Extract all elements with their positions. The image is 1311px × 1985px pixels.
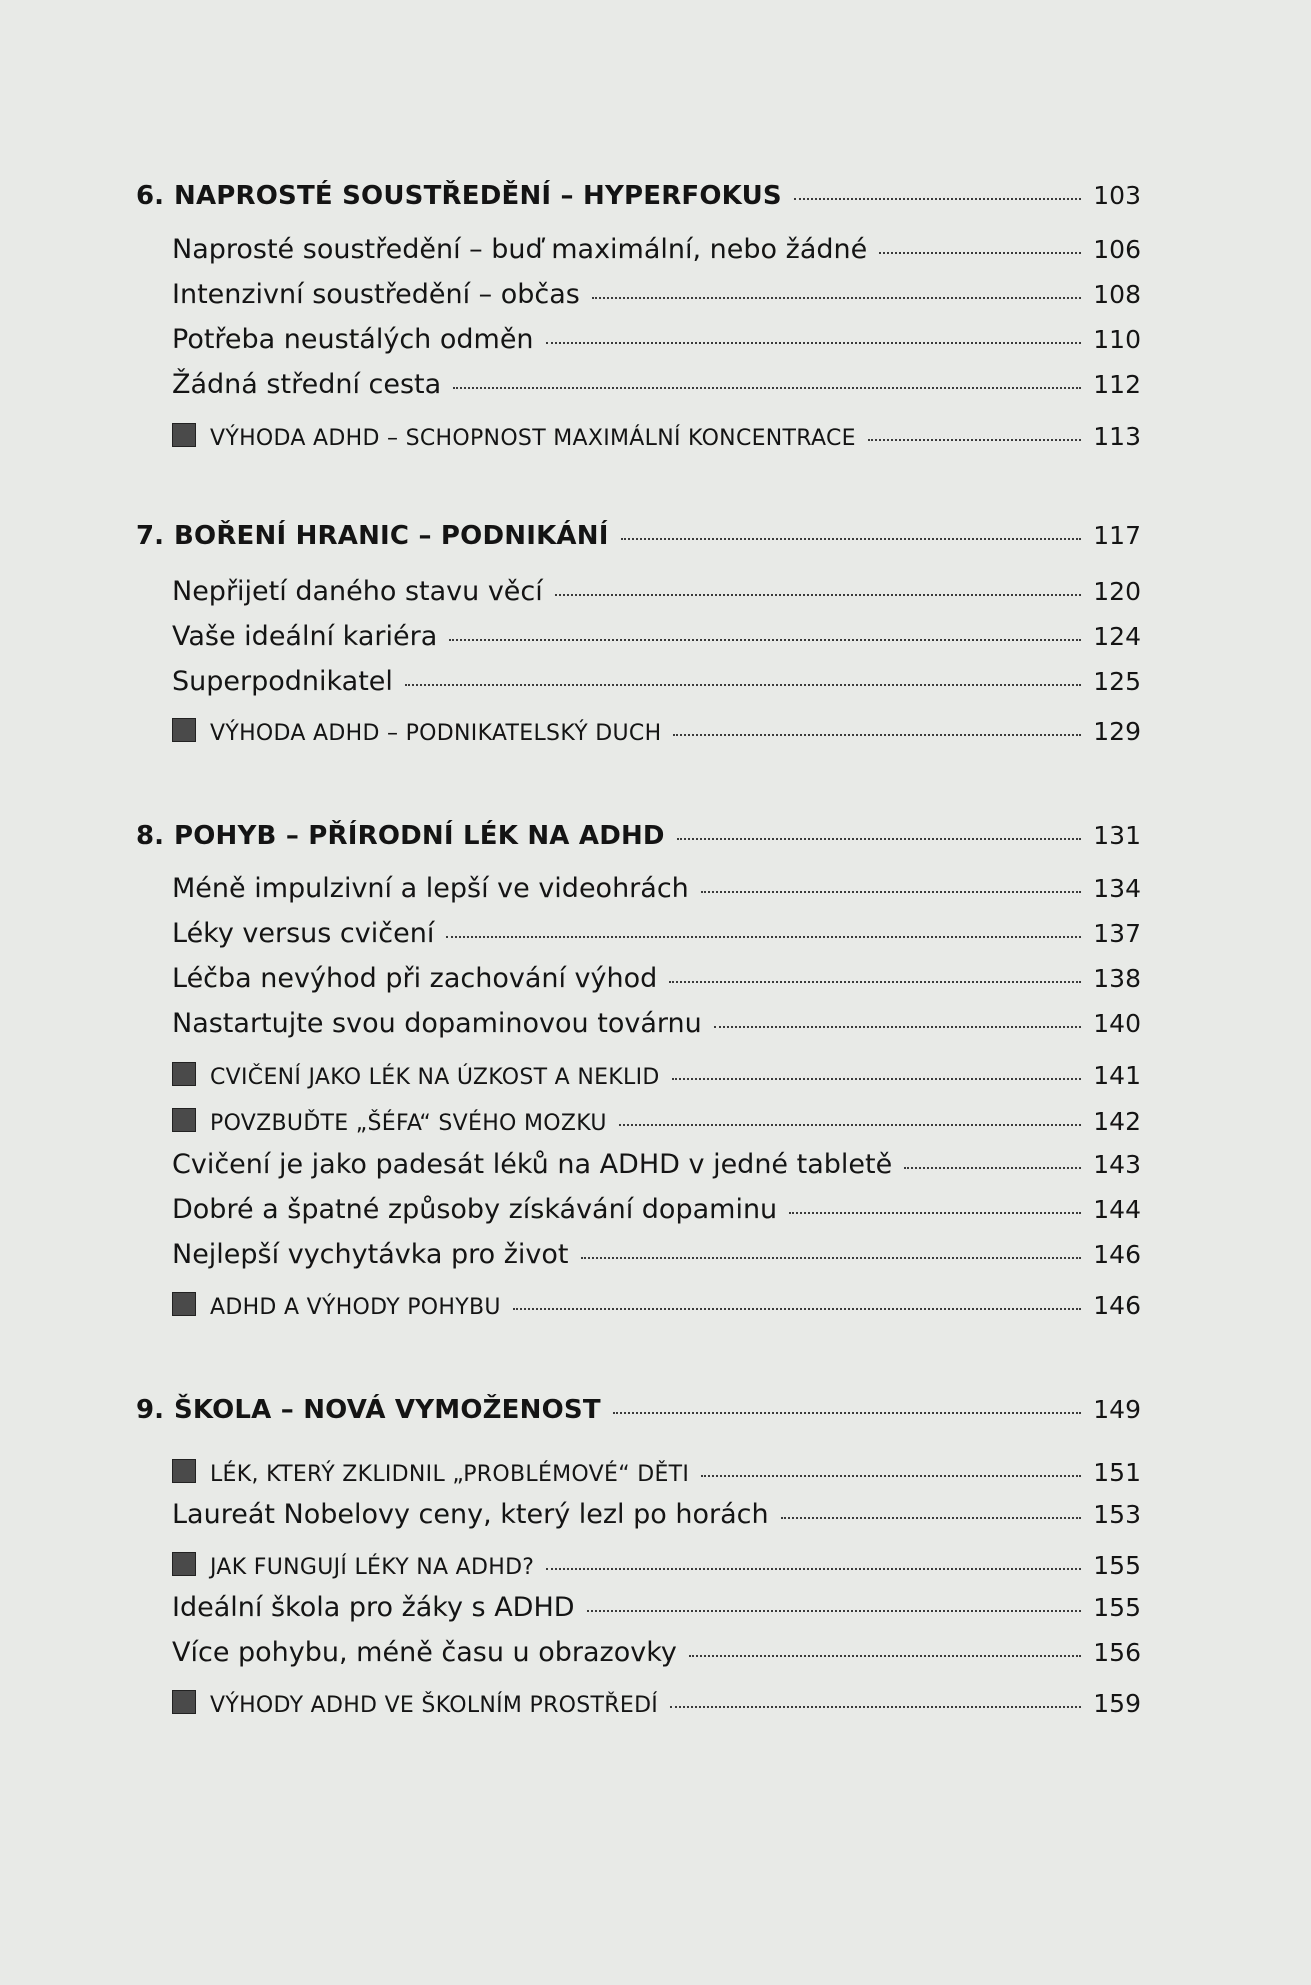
entry-title: ADHD A VÝHODY POHYBU bbox=[210, 1295, 501, 1320]
square-bullet-icon bbox=[172, 1062, 196, 1086]
chapter-number: 8. bbox=[136, 821, 164, 851]
entry-title: Cvičení je jako padesát léků na ADHD v jedné tabletě bbox=[172, 1149, 893, 1180]
dot-leader bbox=[701, 1475, 1081, 1477]
square-bullet-icon bbox=[172, 1108, 196, 1132]
page-number: 137 bbox=[1093, 919, 1141, 948]
toc-entry bbox=[0, 621, 1311, 652]
page-number: 120 bbox=[1093, 577, 1141, 606]
chapter-title: ŠKOLA – NOVÁ VYMOŽENOST bbox=[174, 1395, 601, 1425]
toc-boxed-entry bbox=[0, 421, 1311, 451]
page-number: 124 bbox=[1093, 622, 1141, 651]
entry-title: Ideální škola pro žáky s ADHD bbox=[172, 1592, 575, 1623]
toc-entry bbox=[0, 1239, 1311, 1270]
dot-leader bbox=[555, 594, 1082, 596]
entry-title: Vaše ideální kariéra bbox=[172, 621, 438, 652]
page-number: 108 bbox=[1093, 280, 1141, 309]
dot-leader bbox=[546, 342, 1082, 344]
dot-leader bbox=[592, 297, 1081, 299]
entry-title: VÝHODA ADHD – SCHOPNOST MAXIMÁLNÍ KONCENTRACE bbox=[210, 426, 856, 451]
toc-entry bbox=[0, 873, 1311, 904]
dot-leader bbox=[672, 1078, 1082, 1080]
entry-title: Dobré a špatné způsoby získávání dopaminu bbox=[172, 1194, 778, 1225]
entry-title: Léčba nevýhod při zachování výhod bbox=[172, 963, 658, 994]
dot-leader bbox=[670, 1706, 1081, 1708]
toc-entry bbox=[0, 1499, 1311, 1530]
page-number: 159 bbox=[1093, 1689, 1141, 1718]
dot-leader bbox=[879, 252, 1081, 254]
entry-title: Více pohybu, méně času u obrazovky bbox=[172, 1637, 677, 1668]
toc-boxed-entry bbox=[0, 1550, 1311, 1580]
page-number: 153 bbox=[1093, 1500, 1141, 1529]
page-number: 112 bbox=[1093, 370, 1141, 399]
page-number: 103 bbox=[1093, 181, 1141, 210]
page-number: 143 bbox=[1093, 1150, 1141, 1179]
chapter-heading bbox=[0, 821, 1311, 851]
page-number: 131 bbox=[1093, 821, 1141, 850]
dot-leader bbox=[513, 1308, 1081, 1310]
dot-leader bbox=[446, 936, 1081, 938]
page-number: 125 bbox=[1093, 667, 1141, 696]
toc-boxed-entry bbox=[0, 1290, 1311, 1320]
entry-title: Nastartujte svou dopaminovou továrnu bbox=[172, 1008, 702, 1039]
dot-leader bbox=[673, 734, 1081, 736]
toc-entry bbox=[0, 324, 1311, 355]
toc-entry bbox=[0, 576, 1311, 607]
page-number: 140 bbox=[1093, 1009, 1141, 1038]
dot-leader bbox=[581, 1257, 1082, 1259]
entry-title: JAK FUNGUJÍ LÉKY NA ADHD? bbox=[210, 1555, 535, 1580]
page-number: 149 bbox=[1093, 1395, 1141, 1424]
toc-entry bbox=[0, 1149, 1311, 1180]
page-number: 151 bbox=[1093, 1458, 1141, 1487]
page-number: 142 bbox=[1093, 1107, 1141, 1136]
page-number: 155 bbox=[1093, 1593, 1141, 1622]
page-number: 138 bbox=[1093, 964, 1141, 993]
page-number: 144 bbox=[1093, 1195, 1141, 1224]
toc-entry bbox=[0, 1592, 1311, 1623]
toc-boxed-entry bbox=[0, 1457, 1311, 1487]
entry-title: VÝHODA ADHD – PODNIKATELSKÝ DUCH bbox=[210, 721, 662, 746]
chapter-heading bbox=[0, 181, 1311, 211]
dot-leader bbox=[794, 198, 1081, 200]
toc-entry bbox=[0, 1637, 1311, 1668]
toc-entry bbox=[0, 369, 1311, 400]
toc-entry bbox=[0, 234, 1311, 265]
page-number: 129 bbox=[1093, 717, 1141, 746]
square-bullet-icon bbox=[172, 1690, 196, 1714]
toc-boxed-entry bbox=[0, 1106, 1311, 1136]
entry-title: POVZBUĎTE „ŠÉFA“ SVÉHO MOZKU bbox=[210, 1111, 607, 1136]
chapter-title: POHYB – PŘÍRODNÍ LÉK NA ADHD bbox=[174, 821, 665, 851]
dot-leader bbox=[619, 1124, 1082, 1126]
dot-leader bbox=[449, 639, 1081, 641]
square-bullet-icon bbox=[172, 423, 196, 447]
square-bullet-icon bbox=[172, 1459, 196, 1483]
chapter-number: 6. bbox=[136, 181, 164, 211]
toc-entry bbox=[0, 918, 1311, 949]
toc-entry bbox=[0, 1194, 1311, 1225]
dot-leader bbox=[453, 387, 1081, 389]
dot-leader bbox=[405, 684, 1081, 686]
toc-entry bbox=[0, 1008, 1311, 1039]
entry-title: Naprosté soustředění – buď maximální, nebo žádné bbox=[172, 234, 868, 265]
entry-title: Žádná střední cesta bbox=[172, 369, 442, 400]
page-number: 106 bbox=[1093, 235, 1141, 264]
toc-boxed-entry bbox=[0, 1060, 1311, 1090]
entry-title: VÝHODY ADHD VE ŠKOLNÍM PROSTŘEDÍ bbox=[210, 1693, 659, 1718]
dot-leader bbox=[868, 439, 1081, 441]
page-number: 110 bbox=[1093, 325, 1141, 354]
toc-entry bbox=[0, 963, 1311, 994]
entry-title: LÉK, KTERÝ ZKLIDNIL „PROBLÉMOVÉ“ DĚTI bbox=[210, 1462, 690, 1487]
dot-leader bbox=[701, 891, 1081, 893]
page-number: 155 bbox=[1093, 1551, 1141, 1580]
dot-leader bbox=[677, 838, 1082, 840]
page-number: 156 bbox=[1093, 1638, 1141, 1667]
chapter-heading bbox=[0, 1395, 1311, 1425]
entry-title: Nejlepší vychytávka pro život bbox=[172, 1239, 569, 1270]
entry-title: Léky versus cvičení bbox=[172, 918, 435, 949]
chapter-number: 7. bbox=[136, 521, 164, 551]
entry-title: Laureát Nobelovy ceny, který lezl po horách bbox=[172, 1499, 769, 1530]
dot-leader bbox=[613, 1412, 1082, 1414]
dot-leader bbox=[714, 1026, 1082, 1028]
chapter-heading bbox=[0, 521, 1311, 551]
toc-boxed-entry bbox=[0, 716, 1311, 746]
page-number: 117 bbox=[1093, 521, 1141, 550]
page-number: 134 bbox=[1093, 874, 1141, 903]
square-bullet-icon bbox=[172, 1292, 196, 1316]
dot-leader bbox=[669, 981, 1081, 983]
entry-title: Intenzivní soustředění – občas bbox=[172, 279, 580, 310]
toc-entry bbox=[0, 279, 1311, 310]
toc-boxed-entry bbox=[0, 1688, 1311, 1718]
entry-title: Potřeba neustálých odměn bbox=[172, 324, 534, 355]
chapter-title: NAPROSTÉ SOUSTŘEDĚNÍ – HYPERFOKUS bbox=[174, 181, 782, 211]
square-bullet-icon bbox=[172, 1552, 196, 1576]
page-number: 146 bbox=[1093, 1291, 1141, 1320]
entry-title: Superpodnikatel bbox=[172, 666, 393, 697]
dot-leader bbox=[587, 1610, 1082, 1612]
page-number: 141 bbox=[1093, 1061, 1141, 1090]
entry-title: CVIČENÍ JAKO LÉK NA ÚZKOST A NEKLID bbox=[210, 1065, 660, 1090]
page-number: 113 bbox=[1093, 422, 1141, 451]
dot-leader bbox=[789, 1212, 1081, 1214]
chapter-number: 9. bbox=[136, 1395, 164, 1425]
page-number: 146 bbox=[1093, 1240, 1141, 1269]
dot-leader bbox=[781, 1517, 1082, 1519]
chapter-title: BOŘENÍ HRANIC – PODNIKÁNÍ bbox=[174, 521, 609, 551]
dot-leader bbox=[621, 538, 1082, 540]
entry-title: Méně impulzivní a lepší ve videohrách bbox=[172, 873, 689, 904]
dot-leader bbox=[689, 1655, 1081, 1657]
toc-entry bbox=[0, 666, 1311, 697]
square-bullet-icon bbox=[172, 718, 196, 742]
entry-title: Nepřijetí daného stavu věcí bbox=[172, 576, 543, 607]
dot-leader bbox=[546, 1568, 1081, 1570]
dot-leader bbox=[904, 1167, 1081, 1169]
